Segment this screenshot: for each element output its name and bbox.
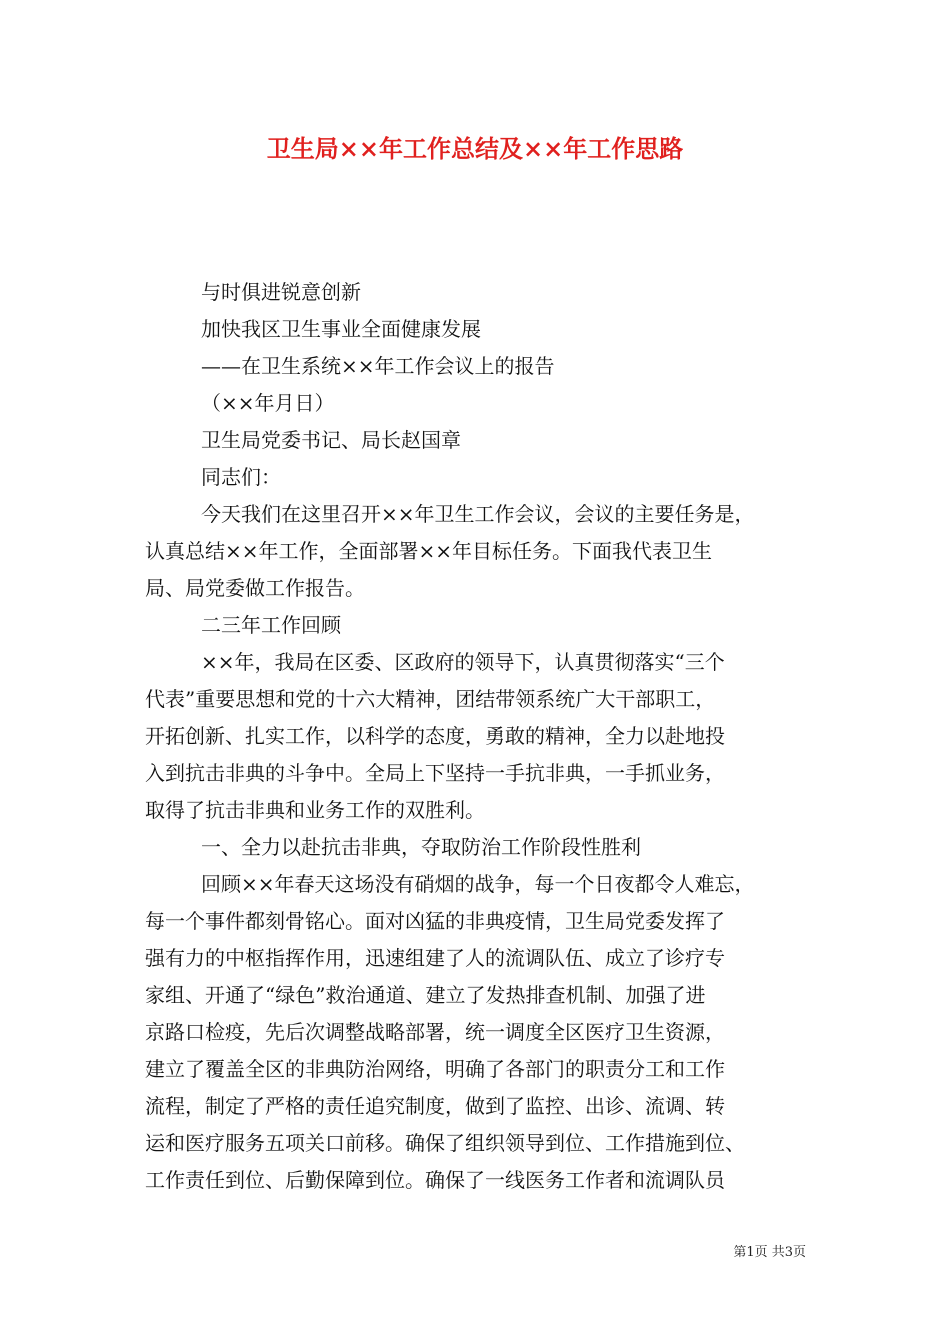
paragraph-line: 取得了抗击非典和业务工作的双胜利。 (145, 798, 485, 822)
paragraph-line: 回顾××年春天这场没有硝烟的战争，每一个日夜都令人难忘， (201, 872, 755, 896)
paragraph-line: 代表”重要思想和党的十六大精神，团结带领系统广大干部职工， (145, 687, 716, 711)
paragraph-line: 建立了覆盖全区的非典防治网络，明确了各部门的职责分工和工作 (145, 1057, 725, 1081)
author-line: 卫生局党委书记、局长赵国章 (201, 428, 461, 452)
page-number: 第1页 共3页 (733, 1245, 806, 1260)
paragraph-line: 每一个事件都刻骨铭心。面对凶猛的非典疫情，卫生局党委发挥了 (145, 909, 725, 933)
paragraph-line: 家组、开通了“绿色”救治通道、建立了发热排查机制、加强了进 (145, 983, 706, 1007)
paragraph-line: ××年，我局在区委、区政府的领导下，认真贯彻落实“三个 (201, 650, 725, 674)
section-heading: 二三年工作回顾 (201, 613, 341, 637)
paragraph-line: 认真总结××年工作，全面部署××年目标任务。下面我代表卫生 (145, 539, 713, 563)
paragraph-line: 运和医疗服务五项关口前移。确保了组织领导到位、工作措施到位、 (145, 1131, 745, 1155)
paragraph-line: 开拓创新、扎实工作，以科学的态度，勇敢的精神，全力以赴地投 (145, 724, 725, 748)
subtitle-line: ——在卫生系统××年工作会议上的报告 (201, 354, 555, 378)
paragraph-line: 入到抗击非典的斗争中。全局上下坚持一手抗非典，一手抓业务， (145, 761, 725, 785)
paragraph-line: 局、局党委做工作报告。 (145, 576, 365, 600)
paragraph-line: 京路口检疫，先后次调整战略部署，统一调度全区医疗卫生资源， (145, 1020, 725, 1044)
paragraph-line: 今天我们在这里召开××年卫生工作会议，会议的主要任务是， (201, 502, 755, 526)
document-body (145, 274, 809, 1199)
paragraph-line: 工作责任到位、后勤保障到位。确保了一线医务工作者和流调队员 (145, 1168, 725, 1192)
salutation-line: 同志们： (201, 465, 281, 489)
subtitle-line: 加快我区卫生事业全面健康发展 (201, 317, 481, 341)
paragraph-line: 强有力的中枢指挥作用，迅速组建了人的流调队伍、成立了诊疗专 (145, 946, 725, 970)
document-title: 卫生局××年工作总结及××年工作思路 (266, 134, 684, 163)
subtitle-line: 与时俱进锐意创新 (201, 280, 361, 304)
paragraph-line: 流程，制定了严格的责任追究制度，做到了监控、出诊、流调、转 (145, 1094, 725, 1118)
date-line: （××年月日） (201, 391, 335, 415)
section-heading: 一、全力以赴抗击非典，夺取防治工作阶段性胜利 (201, 835, 641, 859)
